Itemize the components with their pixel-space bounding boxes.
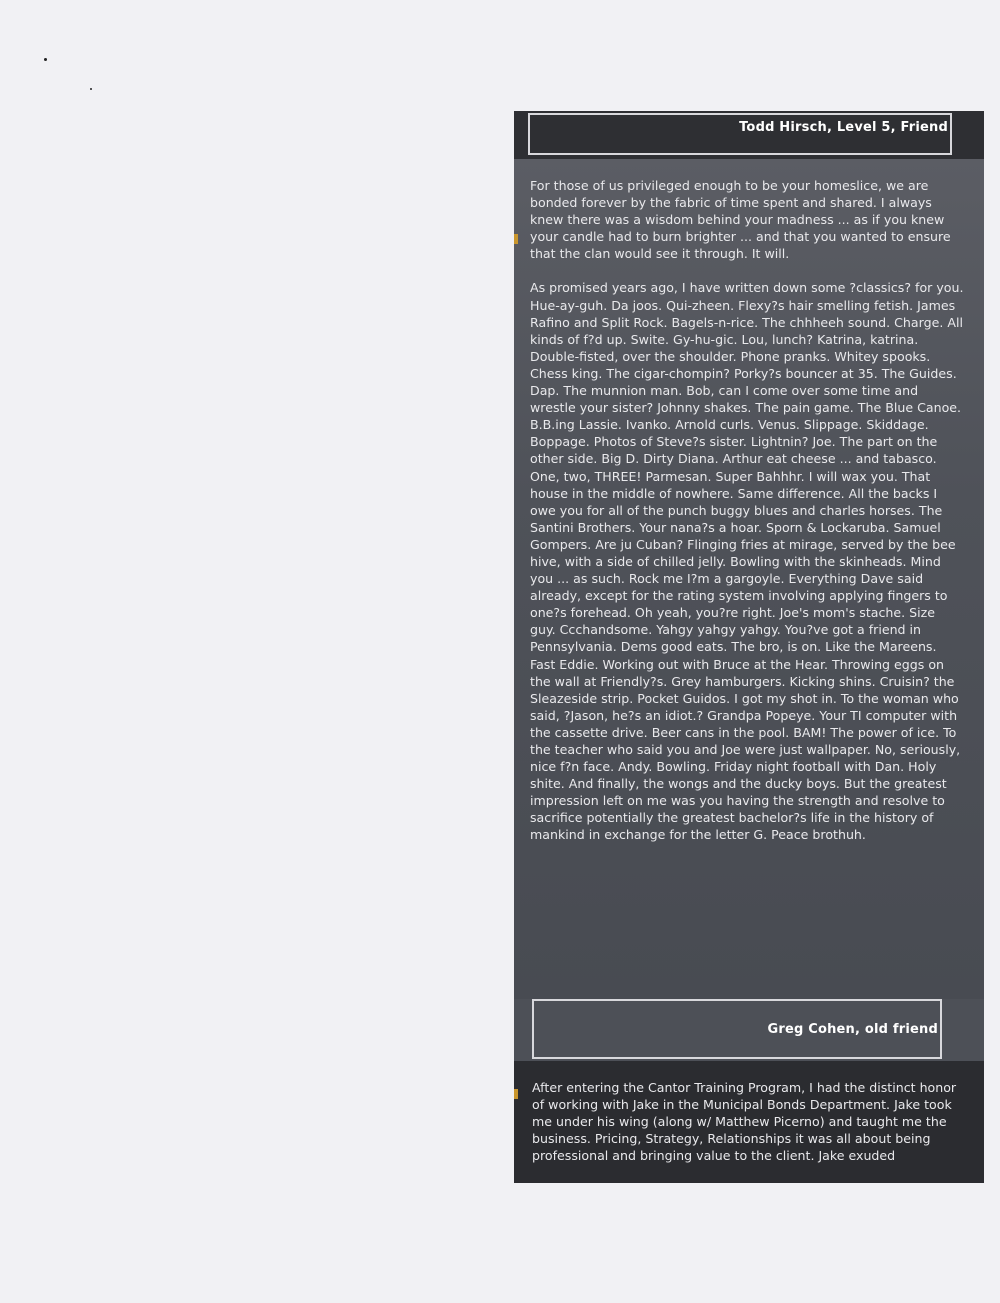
bullet-marker [514, 1089, 518, 1099]
author-name: Greg Cohen, old friend [767, 1022, 938, 1037]
tribute-header [514, 111, 984, 159]
bullet-marker [514, 234, 518, 244]
scan-speck [90, 88, 92, 90]
author-box [532, 999, 942, 1059]
author-name: Todd Hirsch, Level 5, Friend [739, 120, 948, 135]
tribute-body [514, 1061, 984, 1183]
tribute-column [514, 111, 984, 1183]
tribute-paragraph: After entering the Cantor Training Program, I had the distinct honor of working with Jake in the Municipal Bonds Department. Jake took me under his wing (along w/ Matthew Picerno) and taught me the business. Pricing, Strategy, Relationships it was all about being professional and bringing value to the client. Jake exuded [532, 1080, 957, 1164]
scan-speck [44, 58, 47, 61]
author-box [528, 113, 952, 155]
tribute-paragraph: As promised years ago, I have written down some ?classics? for you. Hue-ay-guh. Da joos. Qui-zheen. Flexy?s hair smelling fetish. James Rafino and Split Rock. Bagels-n-rice. The chhheeh sound. Charge. All kinds of f?d up. Swite. Gy-hu-gic. Lou, lunch? Katrina, katrina. Double-fisted, over the shoulder. Phone pranks. Whitey spooks. Chess king. The cigar-chompin? Porky?s bouncer at 35. The Guides. Dap. The munnion man. Bob, can I come over some time and wrestle your sister? Johnny shakes. The pain game. The Blue Canoe. B.B.ing Lassie. Ivanko. Arnold curls. Venus. Slippage. Skiddage. Boppage. Photos of Steve?s sister. Lightnin? Joe. The part on the other side. Big D. Dirty Diana. Arthur eat cheese ... and tabasco. One, two, THREE! Parmesan. Super Bahhhr. I will wax you. That house in the middle of nowhere. Same difference. All the backs I owe you for all of the punch buggy blues and charles horses. The Santini Brothers. Your nana?s a hoar. Sporn & Lockaruba. Samuel Gompers. Are ju Cuban? Flinging fries at mirage, served by the bee hive, with a side of chilled jelly. Bowling with the skinheads. Mind you ... as such. Rock me I?m a gargoyle. Everything Dave said already, except for the rating system involving applying fingers to one?s forehead. Oh yeah, you?re right. Joe's mom's stache. Size guy. Ccchandsome. Yahgy yahgy yahgy. You?ve got a friend in Pennsylvania. Dems good eats. The bro, is on. Like the Mareens. Fast Eddie. Working out with Bruce at the Hear. Throwing eggs on the wall at Friendly?s. Grey hamburgers. Kicking shins. Cruisin? the Sleazeside strip. Pocket Guidos. I got my shot in. To the woman who said, ?Jason, he?s an idiot.? Grandpa Popeye. Your TI computer with the cassette drive. Beer cans in the pool. BAM! The power of ice. To the teacher who said you and Joe were just wallpaper. No, seriously, nice f?n face. Andy. Bowling. Friday night football with Dan. Holy shite. And finally, the wongs and the ducky boys. But the greatest impression left on me was you having the strength and resolve to sacrifice potentially the greatest bachelor?s life in the history of mankind in exchange for the letter G. Peace brothuh. [530, 280, 964, 843]
tribute-body [514, 159, 984, 999]
tribute-paragraph: For those of us privileged enough to be your homeslice, we are bonded forever by the fabric of time spent and shared. I always knew there was a wisdom behind your madness ... as if you knew your candle had to burn brighter ... and that you wanted to ensure that the clan would see it through. It will. [530, 178, 951, 262]
tribute-header [514, 999, 984, 1061]
